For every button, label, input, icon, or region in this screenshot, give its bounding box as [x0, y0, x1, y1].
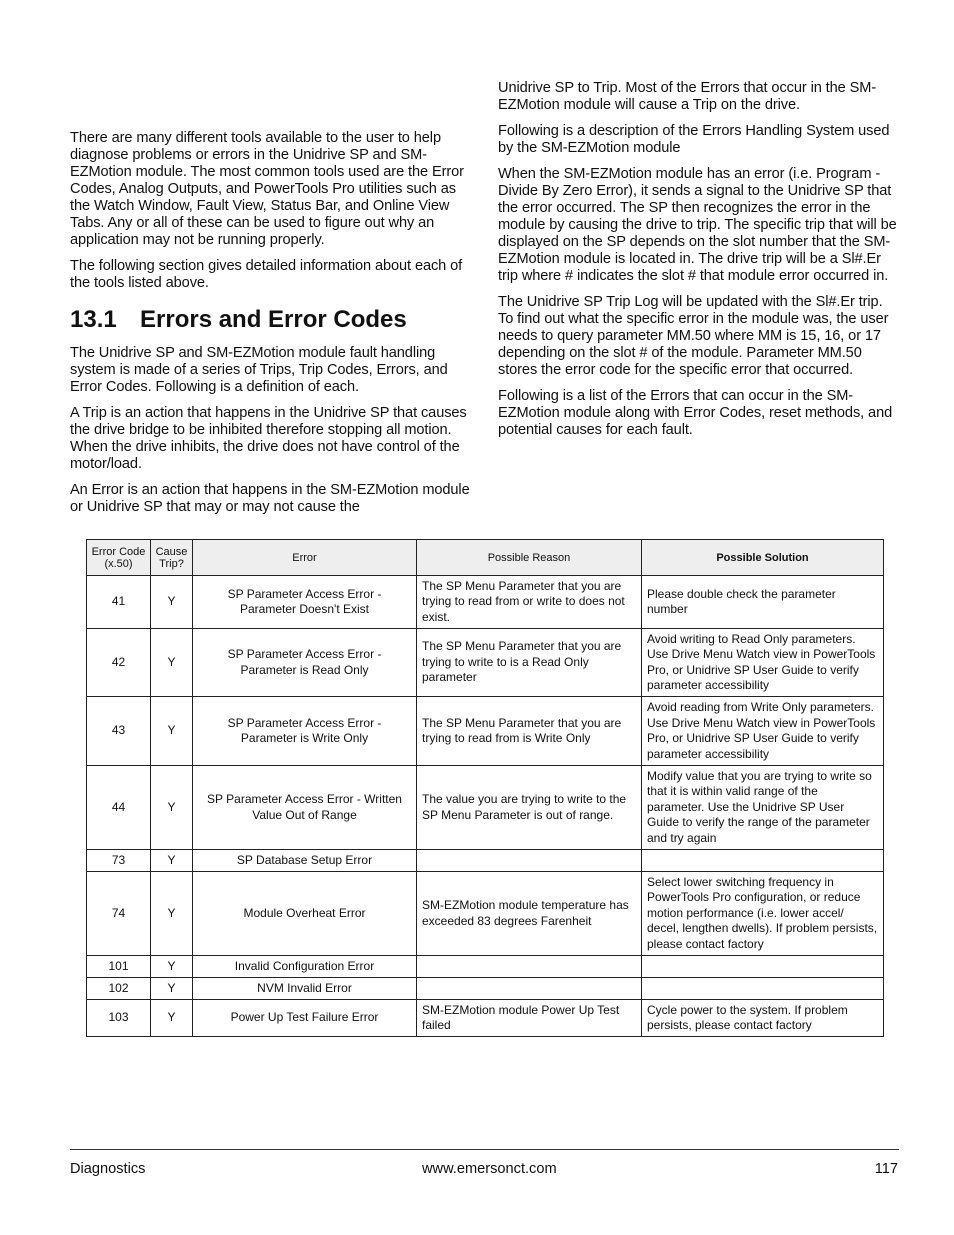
cell-solution: [642, 956, 884, 978]
cell-code: 74: [87, 872, 151, 956]
cell-reason: The SP Menu Parameter that you are trying to read from is Write Only: [417, 697, 642, 766]
table-row: [87, 850, 884, 872]
cell-reason: The SP Menu Parameter that you are trying to write to is a Read Only parameter: [417, 629, 642, 697]
left-column: [70, 130, 470, 525]
section-paragraph-1: The Unidrive SP and SM-EZMotion module fault handling system is made of a series of Trips, Trip Codes, Errors, and Error Codes. Following is a definition of each.: [70, 345, 448, 395]
cell-solution: Select lower switching frequency in PowerTools Pro configuration, or reduce motion performance (i.e. lower accel/ decel, lengthen dwells). If problem persists, please contact factory: [642, 872, 884, 956]
footer-page-number: 117: [874, 1161, 898, 1177]
cell-solution: [642, 978, 884, 1000]
cell-solution: Avoid reading from Write Only parameters. Use Drive Menu Watch view in PowerTools Pro, or Unidrive SP User Guide to verify parameter accessibility: [642, 697, 884, 766]
cell-code: 73: [87, 850, 151, 872]
cell-solution: Avoid writing to Read Only parameters. Use Drive Menu Watch view in PowerTools Pro, or Unidrive SP User Guide to verify parameter accessibility: [642, 629, 884, 697]
header-error-code: Error Code (x.50): [87, 540, 151, 576]
section-paragraph-2: A Trip is an action that happens in the Unidrive SP that causes the drive bridge to be inhibited therefore stopping all motion. When the drive inhibits, the drive does not have control of the motor/load.: [70, 405, 467, 472]
table-row: [87, 766, 884, 850]
cell-error: SP Parameter Access Error - Parameter Doesn't Exist: [193, 576, 417, 629]
cell-reason: The value you are trying to write to the SP Menu Parameter is out of range.: [417, 766, 642, 850]
table-row: [87, 872, 884, 956]
cell-trip: Y: [151, 978, 193, 1000]
cell-error: SP Parameter Access Error - Written Value Out of Range: [193, 766, 417, 850]
cell-solution: [642, 850, 884, 872]
table-row: [87, 576, 884, 629]
section-title: Errors and Error Codes: [140, 306, 407, 333]
cell-error: NVM Invalid Error: [193, 978, 417, 1000]
cell-code: 43: [87, 697, 151, 766]
cell-trip: Y: [151, 697, 193, 766]
cell-reason: [417, 956, 642, 978]
section-paragraph-3: An Error is an action that happens in the SM-EZMotion module or Unidrive SP that may or may not cause the: [70, 482, 470, 515]
table-row: [87, 629, 884, 697]
cell-error: SP Database Setup Error: [193, 850, 417, 872]
table-row: [87, 956, 884, 978]
cell-trip: Y: [151, 766, 193, 850]
footer-website-link[interactable]: www.emersonct.com: [422, 1161, 557, 1177]
footer-section-name: Diagnostics: [70, 1161, 146, 1177]
cell-code: 42: [87, 629, 151, 697]
cell-reason: SM-EZMotion module temperature has exceeded 83 degrees Farenheit: [417, 872, 642, 956]
table-row: [87, 697, 884, 766]
cell-error: Power Up Test Failure Error: [193, 1000, 417, 1037]
cell-trip: Y: [151, 956, 193, 978]
cell-code: 103: [87, 1000, 151, 1037]
table-row: [87, 1000, 884, 1037]
cell-solution: Modify value that you are trying to write so that it is within valid range of the parameter. Use the Unidrive SP User Guide to verify the range of the parameter and try again: [642, 766, 884, 850]
cell-code: 41: [87, 576, 151, 629]
footer-divider: [70, 1149, 899, 1150]
cell-solution: Please double check the parameter number: [642, 576, 884, 629]
section-number: 13.1: [70, 306, 117, 333]
intro-paragraph-2: The following section gives detailed information about each of the tools listed above.: [70, 258, 463, 291]
header-possible-solution: Possible Solution: [642, 540, 884, 576]
table-header-row: [87, 540, 884, 576]
cell-code: 102: [87, 978, 151, 1000]
right-paragraph-4: The Unidrive SP Trip Log will be updated with the Sl#.Er trip. To find out what the specific error in the module was, the user needs to query parameter MM.50 where MM is 15, 16, or 17 depending on the slot # of the module. Parameter MM.50 stores the error code for the specific error that occurred.: [498, 294, 889, 378]
cell-trip: Y: [151, 576, 193, 629]
section-heading: [70, 306, 470, 334]
header-error: Error: [193, 540, 417, 576]
cell-error: Invalid Configuration Error: [193, 956, 417, 978]
cell-trip: Y: [151, 629, 193, 697]
cell-code: 101: [87, 956, 151, 978]
right-paragraph-1: Unidrive SP to Trip. Most of the Errors that occur in the SM-EZMotion module will cause a Trip on the drive.: [498, 80, 877, 113]
cell-trip: Y: [151, 850, 193, 872]
right-column: [498, 80, 898, 448]
cell-trip: Y: [151, 1000, 193, 1037]
right-paragraph-3: When the SM-EZMotion module has an error (i.e. Program - Divide By Zero Error), it sends a signal to the Unidrive SP that the error occurred. The SP then recognizes the error in the module by causing the drive to trip. The specific trip that will be displayed on the SP depends on the slot number that the SM-EZMotion module is located in. The drive trip will be a Sl#.Er trip where # indicates the slot # that module error occurred in.: [498, 166, 897, 284]
table-row: [87, 978, 884, 1000]
header-cause-trip: Cause Trip?: [151, 540, 193, 576]
cell-error: SP Parameter Access Error - Parameter is Read Only: [193, 629, 417, 697]
intro-paragraph-1: There are many different tools available to the user to help diagnose problems or errors in the Unidrive SP and SM-EZMotion module. The most common tools used are the Error Codes, Analog Outputs, and PowerTools Pro utilities such as the Watch Window, Fault View, Status Bar, and Online View Tabs. Any or all of these can be used to figure out why an application may not be running properly.: [70, 130, 464, 248]
cell-solution: Cycle power to the system. If problem persists, please contact factory: [642, 1000, 884, 1037]
right-paragraph-2: Following is a description of the Errors Handling System used by the SM-EZMotion module: [498, 123, 890, 156]
cell-reason: The SP Menu Parameter that you are trying to read from or write to does not exist.: [417, 576, 642, 629]
right-paragraph-5: Following is a list of the Errors that can occur in the SM-EZMotion module along with Error Codes, reset methods, and potential causes for each fault.: [498, 388, 893, 438]
header-possible-reason: Possible Reason: [417, 540, 642, 576]
error-code-table: [86, 539, 884, 1037]
cell-reason: [417, 978, 642, 1000]
cell-trip: Y: [151, 872, 193, 956]
cell-error: SP Parameter Access Error - Parameter is Write Only: [193, 697, 417, 766]
cell-reason: [417, 850, 642, 872]
cell-code: 44: [87, 766, 151, 850]
cell-error: Module Overheat Error: [193, 872, 417, 956]
cell-reason: SM-EZMotion module Power Up Test failed: [417, 1000, 642, 1037]
